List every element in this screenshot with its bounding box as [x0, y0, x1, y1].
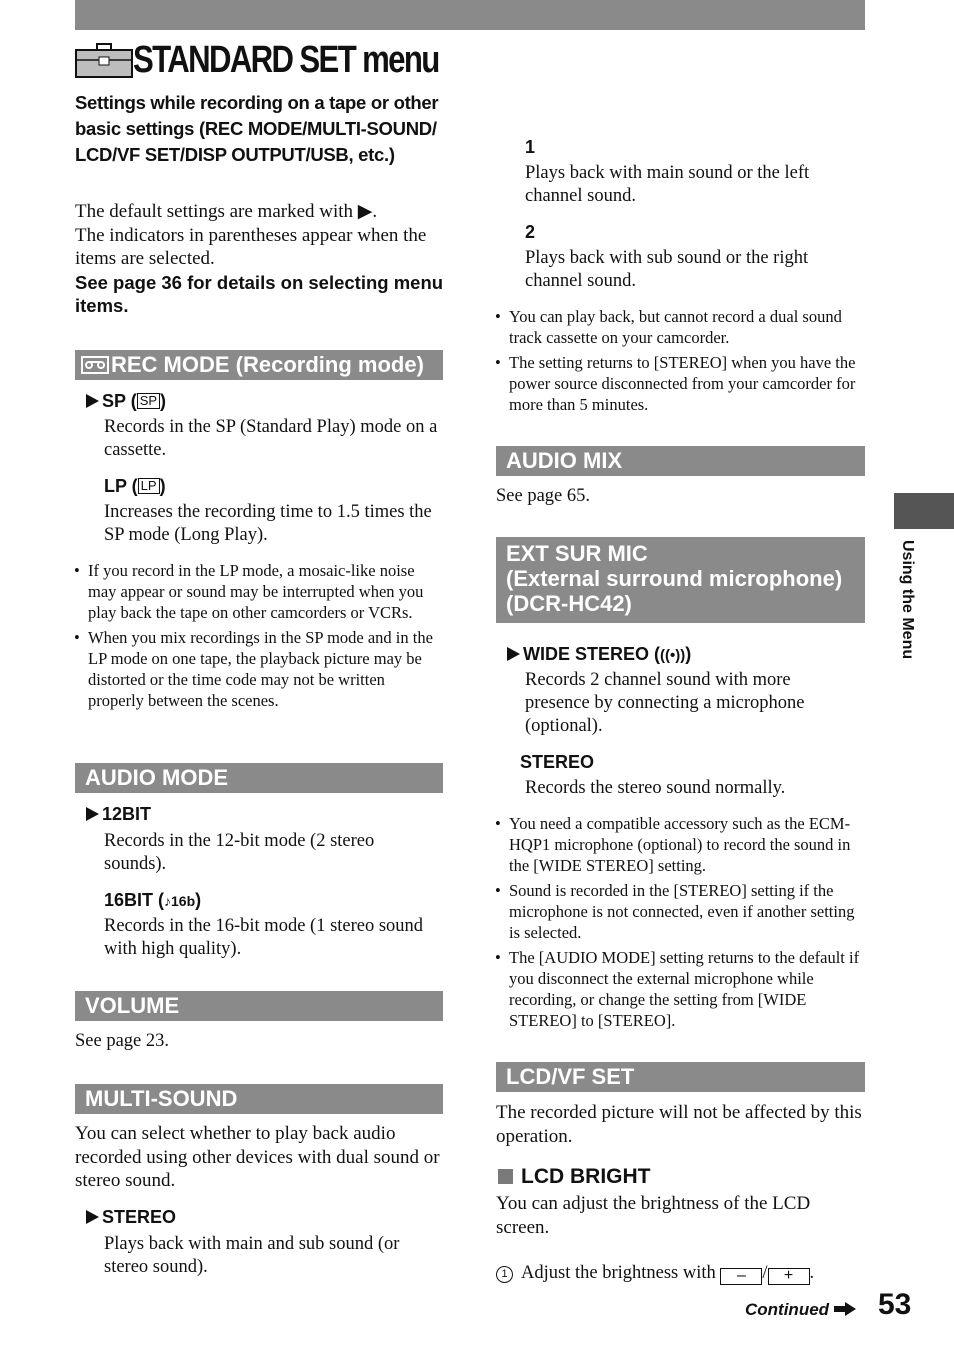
option-sp[interactable]: SP ( SP ) [86, 390, 166, 412]
list-item: • The setting returns to [STEREO] when you have the power source disconnected from your camcorder for more than 5 minutes. [495, 352, 863, 415]
sp-indicator: SP [137, 393, 160, 409]
default-marker-icon [507, 647, 520, 661]
page-number: 53 [878, 1288, 912, 1321]
side-tab [894, 493, 954, 529]
default-marker-icon [86, 807, 99, 821]
option-lp[interactable]: LP ( LP ) [104, 476, 166, 496]
list-item: • You can play back, but cannot record a dual sound track cassette on your camcorder. [495, 306, 863, 348]
option-ext-stereo[interactable]: STEREO [520, 752, 595, 772]
cassette-icon [81, 356, 109, 374]
rec-mode-title: REC MODE (Recording mode) [111, 352, 424, 377]
option-16bit[interactable]: 16BIT (♪16b) [104, 890, 202, 910]
rec-mode-header [75, 350, 443, 380]
continued-label: Continued [745, 1300, 856, 1320]
lcd-vf-set-header: LCD/VF SET [496, 1062, 865, 1092]
lcd-bright-description: You can adjust the brightness of the LCD screen. [496, 1193, 811, 1238]
ext-sur-mic-header: EXT SUR MIC (External surround microphone) (DCR-HC42) [496, 537, 865, 623]
default-marker-icon [86, 394, 99, 408]
lp-indicator: LP [138, 478, 160, 494]
side-label: Using the Menu [899, 540, 916, 660]
multi-sound-notes [495, 306, 863, 419]
surround-mic-icon: ((•)) [660, 647, 686, 664]
option-multi-stereo[interactable]: STEREO [86, 1206, 176, 1228]
multi-sound-description: You can select whether to play back audio recorded using other devices with dual sound or stereo sound. [75, 1123, 440, 1191]
toolbox-icon [75, 42, 133, 78]
intro-text [75, 200, 455, 317]
top-bar [75, 0, 865, 30]
title-row [75, 38, 506, 82]
see-page-link[interactable]: See page 36 for details on selecting menu items. [75, 271, 444, 316]
option-12bit[interactable]: 12BIT [86, 803, 151, 825]
audio-mode-header: AUDIO MODE [75, 763, 443, 793]
lcd-vf-set-description: The recorded picture will not be affected by this operation. [496, 1102, 862, 1147]
option-multi-1[interactable]: 1 [525, 137, 536, 157]
audio-mix-description: See page 65. [496, 486, 591, 506]
page-title: STANDARD SET menu [133, 39, 439, 81]
wide-stereo-description: Records 2 channel sound with more presence by connecting a microphone (optional). [525, 670, 805, 736]
volume-description: See page 23. [75, 1031, 170, 1051]
music-16b-icon: ♪16b [164, 893, 196, 909]
lcd-bright-step: 1 Adjust the brightness with – / + . [496, 1262, 864, 1285]
sp-description: Records in the SP (Standard Play) mode on a cassette. [104, 417, 438, 460]
rec-mode-notes [74, 560, 442, 715]
multi-1-description: Plays back with main sound or the left channel sound. [525, 163, 810, 206]
volume-header: VOLUME [75, 991, 443, 1021]
square-bullet-icon [498, 1169, 513, 1184]
intro-heading: Settings while recording on a tape or other basic settings (REC MODE/MULTI-SOUND/ LCD/VF SET/DISP OUTPUT/USB, etc.) [75, 92, 439, 165]
option-wide-stereo[interactable]: WIDE STEREO (((•))) [507, 643, 691, 667]
list-item: • When you mix recordings in the SP mode and in the LP mode on one tape, the playback picture may be distorted or the time code may not be written properly between the scenes. [74, 627, 442, 711]
list-item: • The [AUDIO MODE] setting returns to the default if you disconnect the external microphone while recording, or change the setting from [WIDE STEREO] to [STEREO]. [495, 947, 860, 1031]
step-number-icon: 1 [496, 1266, 513, 1283]
plus-button[interactable]: + [768, 1268, 810, 1285]
list-item: • Sound is recorded in the [STEREO] setting if the microphone is not connected, even if another setting is selected. [495, 880, 860, 943]
ext-sur-mic-notes [495, 813, 860, 1035]
12bit-description: Records in the 12-bit mode (2 stereo sounds). [104, 831, 375, 874]
default-marker-icon [86, 1210, 99, 1224]
lp-description: Increases the recording time to 1.5 times the SP mode (Long Play). [104, 502, 432, 545]
lcd-bright-heading[interactable]: LCD BRIGHT [498, 1164, 651, 1190]
16bit-description: Records in the 16-bit mode (1 stereo sound with high quality). [104, 916, 424, 959]
list-item: • You need a compatible accessory such as the ECM-HQP1 microphone (optional) to record the sound in the [WIDE STEREO] setting. [495, 813, 860, 876]
option-multi-2[interactable]: 2 [525, 222, 536, 242]
indicator-note: The indicators in parentheses appear when the items are selected. [75, 224, 427, 269]
arrow-right-icon [834, 1302, 856, 1316]
minus-button[interactable]: – [720, 1268, 762, 1285]
list-item: • If you record in the LP mode, a mosaic-like noise may appear or sound may be interrupted when you play back the tape on other camcorders or VCRs. [74, 560, 442, 623]
multi-2-description: Plays back with sub sound or the right channel sound. [525, 248, 809, 291]
ext-stereo-description: Records the stereo sound normally. [525, 778, 786, 798]
default-note: The default settings are marked with ▶. [75, 201, 378, 222]
audio-mix-header: AUDIO MIX [496, 446, 865, 476]
multi-stereo-description: Plays back with main and sub sound (or stereo sound). [104, 1234, 400, 1277]
multi-sound-header: MULTI-SOUND [75, 1084, 443, 1114]
